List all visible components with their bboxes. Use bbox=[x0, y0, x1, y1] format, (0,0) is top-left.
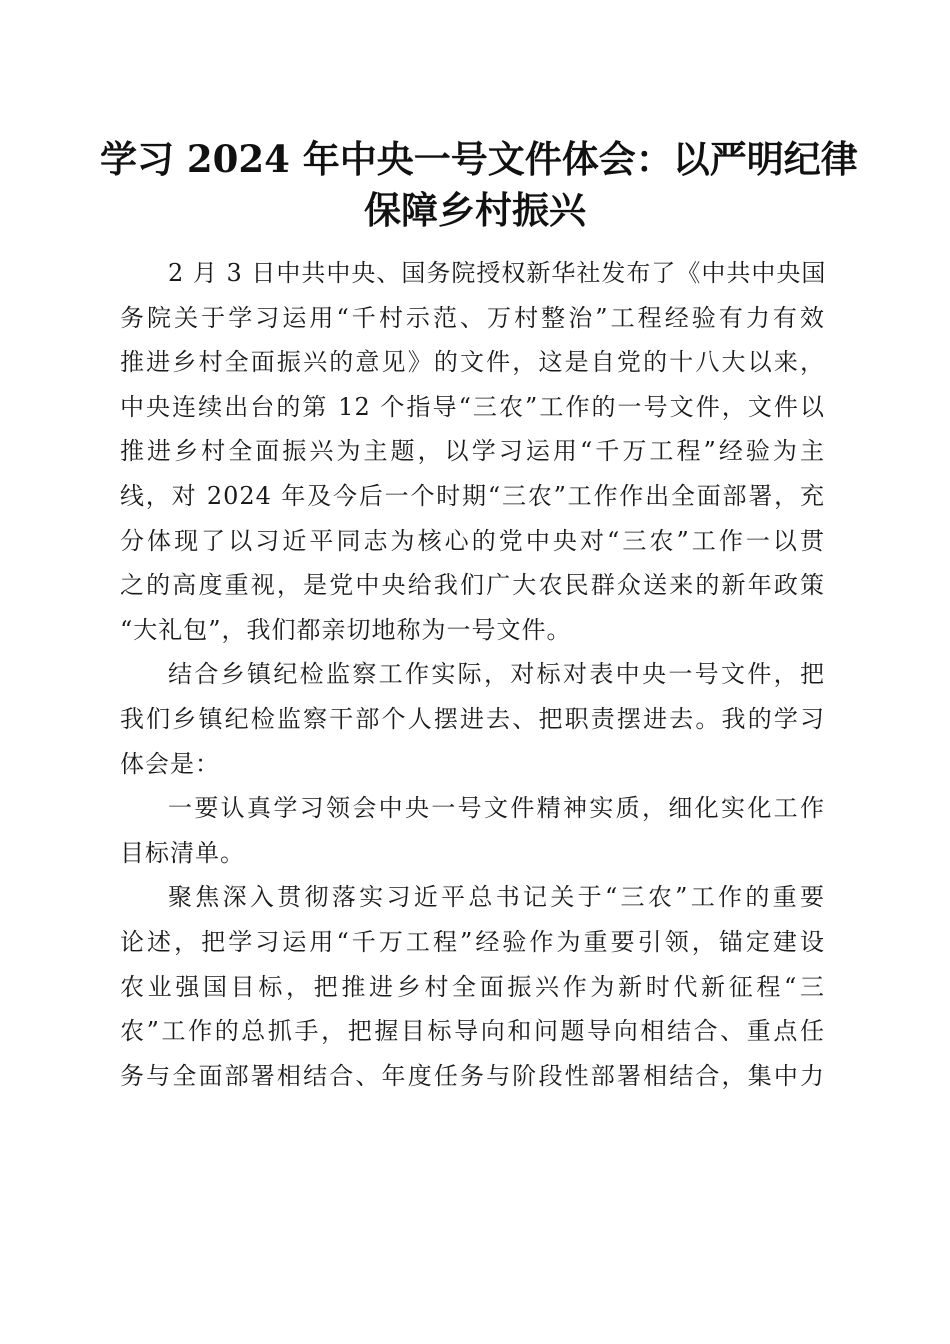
text-line: 结合乡镇纪检监察工作实际，对标对表中央一号文件，把 bbox=[168, 660, 825, 689]
text-line: 目标清单。 bbox=[120, 838, 245, 867]
text-line: 务与全面部署相结合、年度任务与阶段性部署相结合，集中力 bbox=[120, 1061, 825, 1090]
text-line: 农”工作的总抓手，把握目标导向和问题导向相结合、重点任 bbox=[120, 1017, 825, 1046]
title-line-1: 学习 2024 年中央一号文件体会：以严明纪律 bbox=[100, 137, 858, 181]
text-line: 务院关于学习运用“千村示范、万村整治”工程经验有力有效 bbox=[120, 303, 825, 332]
text-line: 推进乡村全面振兴为主题，以学习运用“千万工程”经验为主 bbox=[120, 437, 825, 466]
text-line: 中央连续出台的第 12 个指导“三农”工作的一号文件，文件以 bbox=[120, 392, 825, 421]
document-body bbox=[120, 251, 825, 1098]
text-line: 一要认真学习领会中央一号文件精神实质，细化实化工作 bbox=[168, 794, 825, 823]
text-line: 2 月 3 日中共中央、国务院授权新华社发布了《中共中央国 bbox=[168, 259, 827, 287]
paragraph-4 bbox=[120, 875, 825, 1098]
text-line: 之的高度重视，是党中央给我们广大农民群众送来的新年政策 bbox=[120, 571, 825, 600]
text-line: 分体现了以习近平同志为核心的党中央对“三农”工作一以贯 bbox=[120, 526, 825, 555]
title-line-2: 保障乡村振兴 bbox=[364, 188, 586, 232]
text-line: “大礼包”，我们都亲切地称为一号文件。 bbox=[120, 615, 572, 644]
text-line: 体会是： bbox=[120, 749, 220, 778]
text-line: 推进乡村全面振兴的意见》的文件，这是自党的十八大以来， bbox=[120, 348, 825, 377]
paragraph-3 bbox=[120, 786, 825, 875]
paragraph-1 bbox=[120, 251, 825, 652]
text-line: 我们乡镇纪检监察干部个人摆进去、把职责摆进去。我的学习 bbox=[120, 704, 825, 733]
text-line: 农业强国目标，把推进乡村全面振兴作为新时代新征程“三 bbox=[120, 972, 825, 1001]
text-line: 线，对 2024 年及今后一个时期“三农”工作作出全面部署，充 bbox=[120, 481, 825, 510]
paragraph-2 bbox=[120, 652, 825, 786]
document-title bbox=[100, 134, 858, 236]
text-line: 论述，把学习运用“千万工程”经验作为重要引领，锚定建设 bbox=[120, 927, 825, 956]
text-line: 聚焦深入贯彻落实习近平总书记关于“三农”工作的重要 bbox=[168, 883, 825, 912]
